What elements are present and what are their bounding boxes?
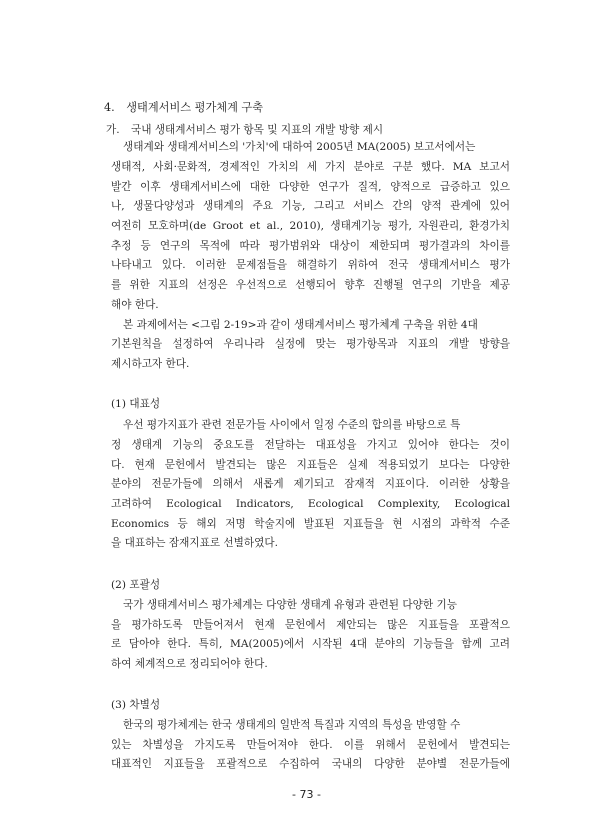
principle-heading: (3) 차별성 [111,699,161,711]
paragraph-line: 국가 생태계서비스 평가체계는 다양한 생태계 유형과 관련된 다양한 기능 [123,599,457,611]
principle-heading: (2) 포괄성 [111,579,161,591]
subsection-heading [106,123,383,137]
paragraph-line: 추정 등 연구의 목적에 따라 평가범위와 대상이 제한되며 평가결과의 차이를 [111,240,510,252]
paragraph-line: 분야의 전문가들에 의해서 새롭게 제기되고 잠재적 지표이다. 이러한 상황을 [111,478,510,490]
paragraph-line: 를 위한 지표의 선정은 우선적으로 선행되어 향후 진행될 연구의 기반을 제공 [111,279,510,291]
paragraph-line: 본 과제에서는 <그림 2-19>과 같이 생태계서비스 평가체계 구축을 위한 4대 [123,319,478,331]
paragraph-line: 을 평가하도록 만들어져서 현재 문헌에서 제안되는 많은 지표들을 포괄적으 [111,619,510,631]
subsection-label: 가. [106,124,120,136]
paragraph-line: Economics 등 해외 저명 학술지에 발표된 지표들을 현 시점의 과학적 수준 [111,518,510,530]
paragraph-line: 발간 이후 생태계서비스에 대한 다양한 연구가 질적, 양적으로 급증하고 있으 [111,181,510,193]
section-title: 생태계서비스 평가체계 구축 [126,101,264,114]
paragraph-line: 있는 차별성을 가지도록 만들어져야 한다. 이를 위해서 문헌에서 발견되는 [111,739,510,751]
paragraph-line: 나, 생물다양성과 생태계의 주요 기능, 그리고 서비스 간의 양적 관계에 있어 [111,200,510,212]
paragraph-line: 한국의 평가체계는 한국 생태계의 일반적 특질과 지역의 특성을 반영할 수 [123,719,461,731]
paragraph-line: 생태적, 사회·문화적, 경제적인 가치의 세 가지 분야로 구분 했다. MA 보고서 [111,161,510,173]
paragraph-line: 하여 체계적으로 정리되어야 한다. [111,658,268,670]
paragraph-line: 해야 한다. [111,299,159,311]
paragraph-line: 대표적인 지표들을 포괄적으로 수집하여 국내의 다양한 분야별 전문가들에 [111,758,510,770]
paragraph-line: 정 생태계 기능의 중요도를 전달하는 대표성을 가지고 있어야 한다는 것이 [111,439,510,451]
paragraph-line: 기본원칙을 설정하여 우리나라 실정에 맞는 평가항목과 지표의 개발 방향을 [111,338,510,350]
paragraph-line: 로 담아야 한다. 특히, MA(2005)에서 시작된 4대 분야의 기능들을 함께 고려 [111,638,510,650]
paragraph-line: 우선 평가지표가 관련 전문가들 사이에서 일정 수준의 합의를 바탕으로 특 [123,419,461,431]
paragraph-line: 제시하고자 한다. [111,358,190,370]
paragraph-line: 고려하여 Ecological Indicators, Ecological Complexity, Ecological [111,498,510,510]
subsection-title: 국내 생태계서비스 평가 항목 및 지표의 개발 방향 제시 [130,124,384,136]
paragraph-line: 을 대표하는 잠재지표로 선별하였다. [111,537,278,549]
paragraph-line: 여전히 모호하며(de Groot et al., 2010), 생태계기능 평가, 자원관리, 환경가치 [111,220,510,232]
section-number: 4. [104,101,115,114]
principle-heading: (1) 대표성 [111,398,161,410]
paragraph-line: 나타내고 있다. 이러한 문제점들을 해결하기 위하여 전국 생태계서비스 평가 [111,259,510,271]
section-heading [104,101,263,115]
paragraph-line: 생태계와 생태계서비스의 '가치'에 대하여 2005년 MA(2005) 보고서에서는 [123,141,476,153]
page-number: - 73 - [292,788,321,801]
paragraph-line: 다. 현재 문헌에서 발견되는 많은 지표들은 실제 적용되었기 보다는 다양한 [111,459,510,471]
